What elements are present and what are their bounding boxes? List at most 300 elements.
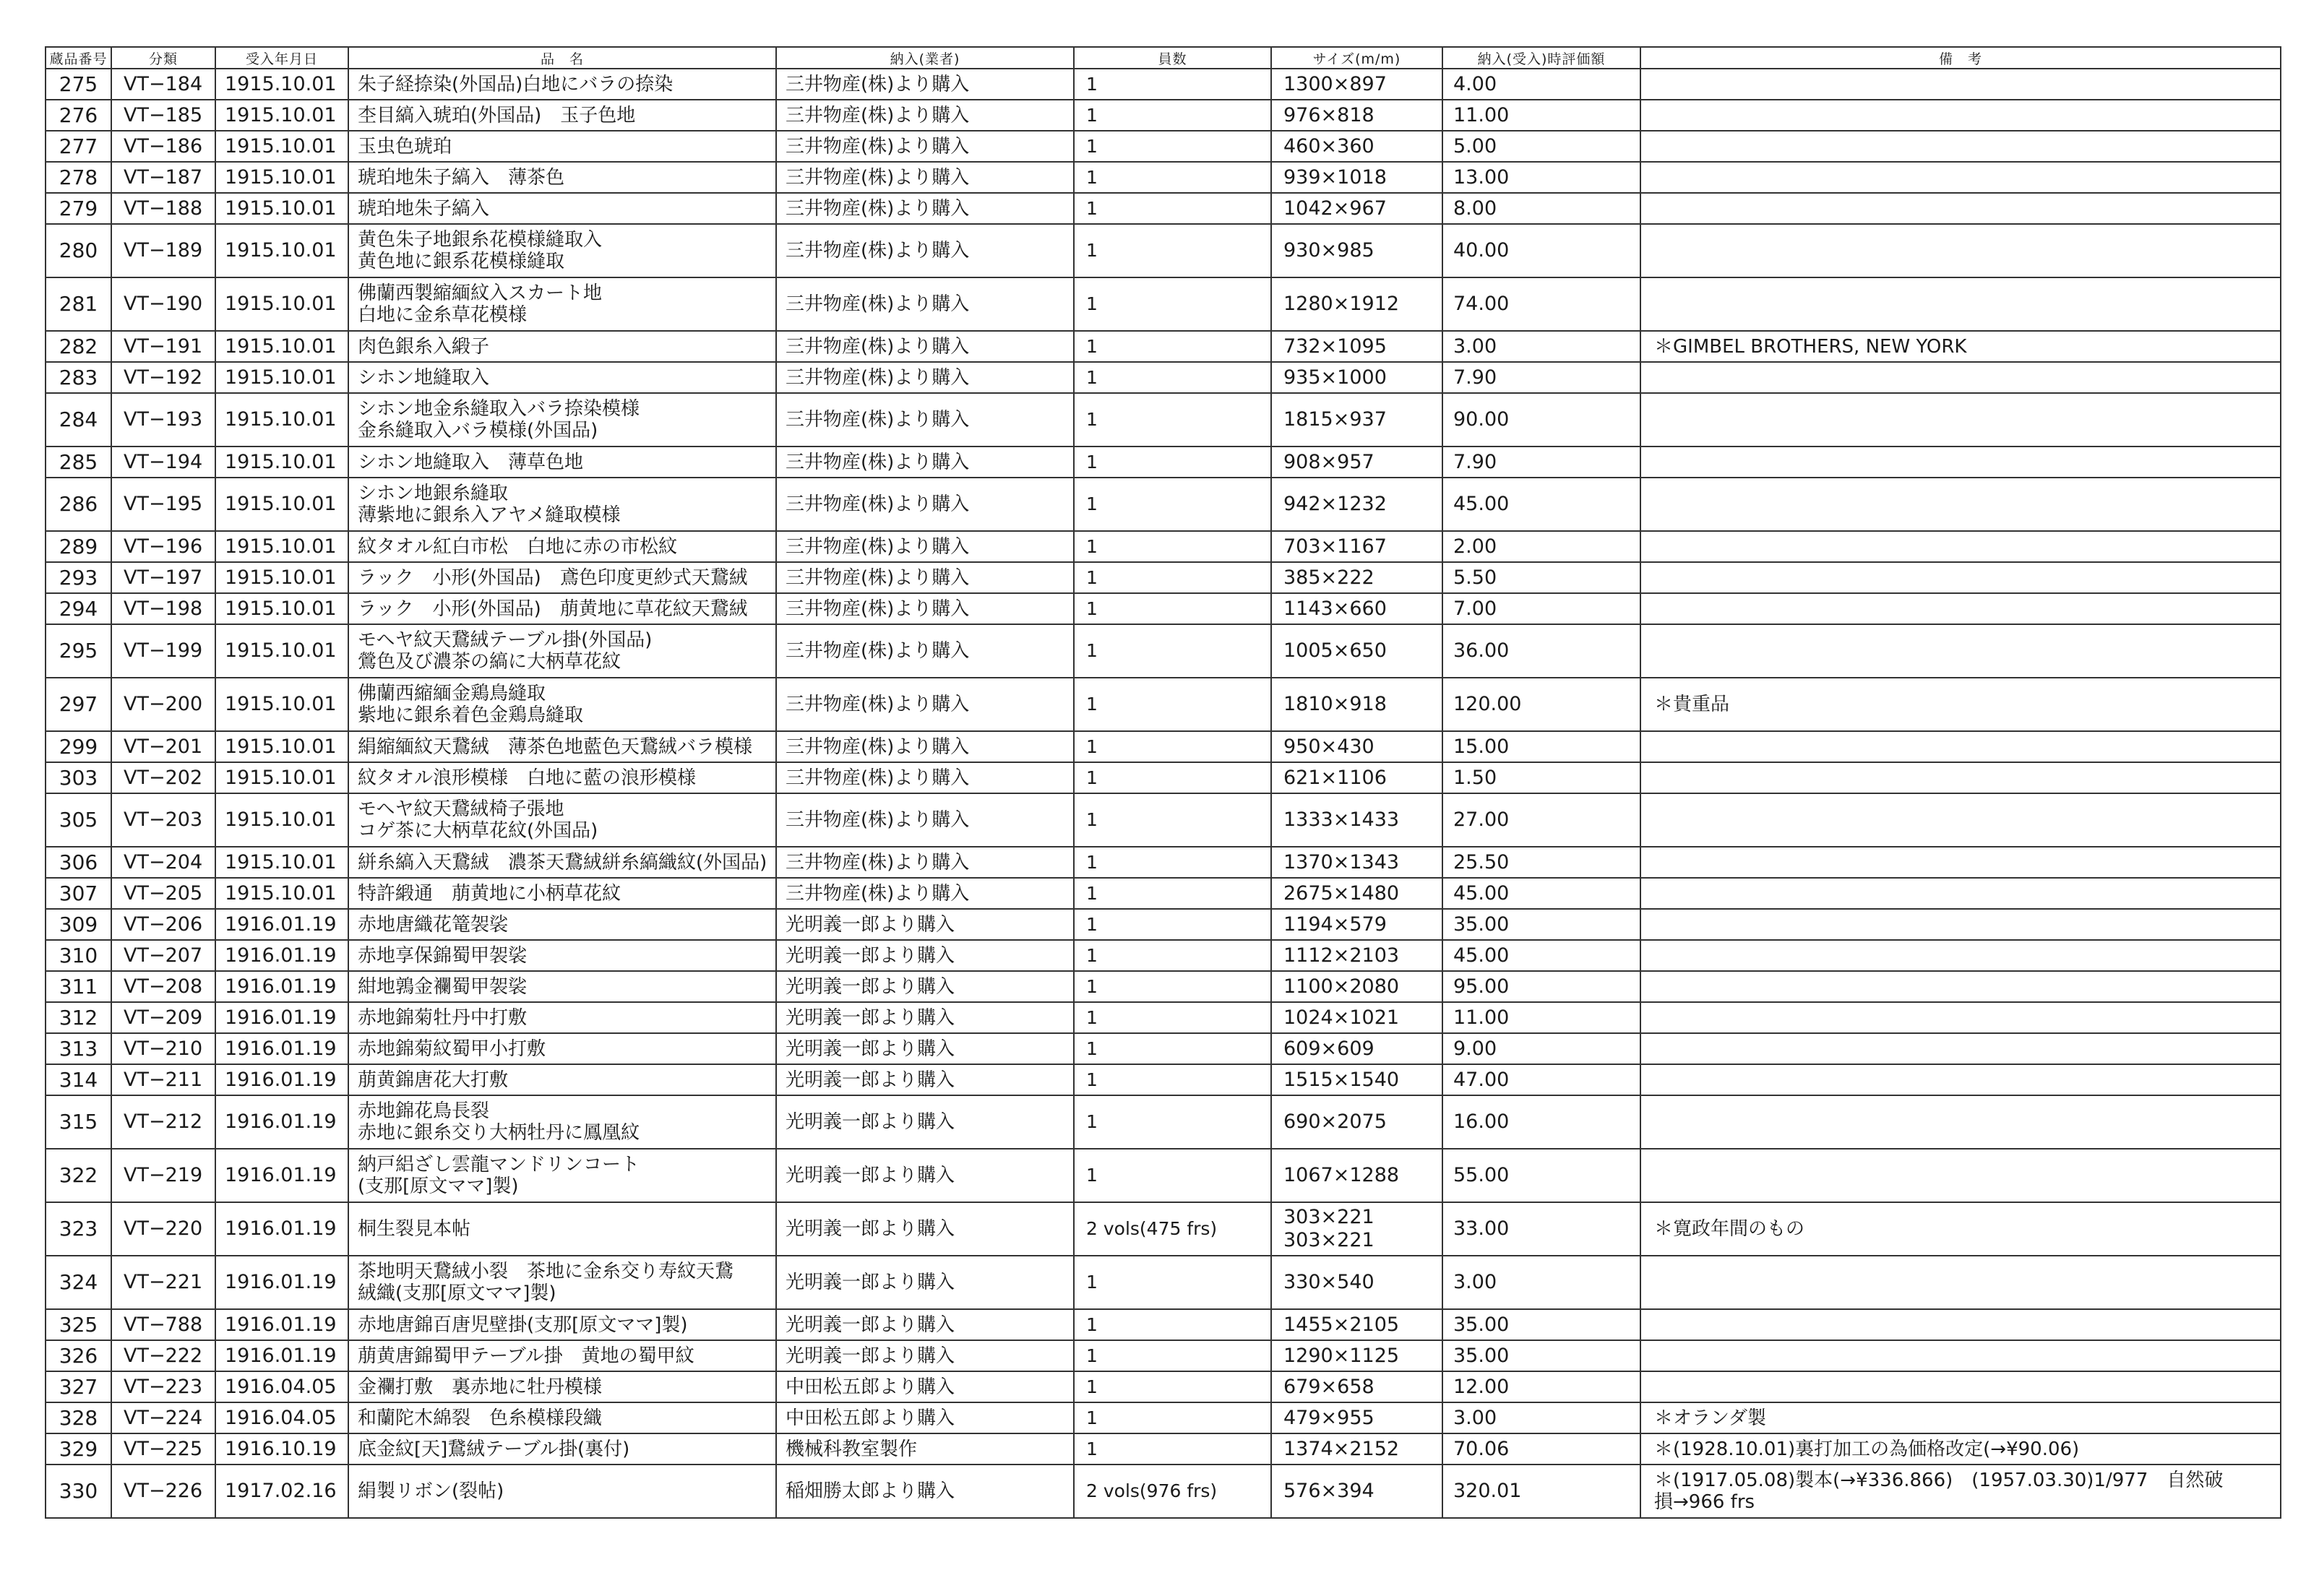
- table-row: [46, 331, 2281, 362]
- cell-item-no: 306: [46, 847, 111, 878]
- cell-size-line: 1194×579: [1283, 913, 1387, 936]
- cell-class: VT−222: [111, 1340, 215, 1371]
- cell-notes: [1640, 878, 2281, 909]
- cell-vendor: 中田松五郎より購入: [776, 1371, 1074, 1402]
- cell-item-name: [348, 909, 776, 940]
- cell-vendor: 機械科教室製作: [776, 1433, 1074, 1465]
- cell-class: VT−203: [111, 793, 215, 847]
- cell-item-no: 284: [46, 393, 111, 447]
- cell-value: 8.00: [1442, 193, 1640, 224]
- cell-size-line: 303×221: [1283, 1206, 1374, 1228]
- cell-size: [1271, 1095, 1442, 1149]
- cell-qty: 1: [1074, 69, 1271, 100]
- cell-class: VT−208: [111, 971, 215, 1002]
- cell-date: 1916.01.19: [215, 1340, 348, 1371]
- cell-qty: 1: [1074, 678, 1271, 731]
- cell-item-name: [348, 1033, 776, 1064]
- cell-date: 1915.10.01: [215, 678, 348, 731]
- cell-date: 1915.10.01: [215, 478, 348, 531]
- cell-item-name: [348, 1149, 776, 1202]
- cell-qty: 1: [1074, 531, 1271, 562]
- cell-qty: 1: [1074, 277, 1271, 331]
- cell-item-no: 327: [46, 1371, 111, 1402]
- cell-vendor: 三井物産(株)より購入: [776, 531, 1074, 562]
- cell-date: 1916.01.19: [215, 1149, 348, 1202]
- cell-vendor: 光明義一郎より購入: [776, 1002, 1074, 1033]
- cell-item-name: [348, 1002, 776, 1033]
- cell-item-name-line: 赤地享保錦蜀甲袈裟: [358, 944, 528, 967]
- cell-notes-line: ＊GIMBEL BROTHERS, NEW YORK: [1654, 335, 1967, 358]
- cell-date: 1915.10.01: [215, 562, 348, 593]
- cell-vendor: 光明義一郎より購入: [776, 1309, 1074, 1340]
- table-row: [46, 1402, 2281, 1433]
- cell-notes: [1640, 193, 2281, 224]
- cell-size: [1271, 878, 1442, 909]
- cell-date: 1916.01.19: [215, 971, 348, 1002]
- table-row: [46, 562, 2281, 593]
- cell-date: 1915.10.01: [215, 447, 348, 478]
- cell-item-name-line: ラック 小形(外国品) 鳶色印度更紗式天鵞絨: [358, 566, 748, 589]
- cell-value: 35.00: [1442, 1340, 1640, 1371]
- cell-notes: [1640, 678, 2281, 731]
- cell-date: 1915.10.01: [215, 878, 348, 909]
- table-row: [46, 1095, 2281, 1149]
- cell-size: [1271, 193, 1442, 224]
- cell-notes: [1640, 1433, 2281, 1465]
- cell-size-line: 385×222: [1283, 566, 1374, 589]
- cell-qty: 1: [1074, 762, 1271, 793]
- cell-value: 16.00: [1442, 1095, 1640, 1149]
- cell-item-name: [348, 100, 776, 131]
- table-row: [46, 1202, 2281, 1256]
- cell-class: VT−190: [111, 277, 215, 331]
- cell-value: 320.01: [1442, 1465, 1640, 1518]
- cell-qty: 1: [1074, 162, 1271, 193]
- cell-date: 1915.10.01: [215, 131, 348, 162]
- cell-date: 1915.10.01: [215, 69, 348, 100]
- cell-item-no: 324: [46, 1256, 111, 1309]
- cell-item-no: 315: [46, 1095, 111, 1149]
- col-header-size: サイズ(m/m): [1271, 47, 1442, 69]
- cell-item-name: [348, 193, 776, 224]
- table-row: [46, 478, 2281, 531]
- cell-value: 12.00: [1442, 1371, 1640, 1402]
- cell-value: 4.00: [1442, 69, 1640, 100]
- cell-date: 1915.10.01: [215, 624, 348, 678]
- cell-date: 1915.10.01: [215, 331, 348, 362]
- cell-class: VT−185: [111, 100, 215, 131]
- cell-size: [1271, 793, 1442, 847]
- cell-notes: [1640, 1064, 2281, 1095]
- cell-qty: 1: [1074, 1064, 1271, 1095]
- cell-notes: [1640, 1465, 2281, 1518]
- cell-notes: [1640, 362, 2281, 393]
- cell-item-name: [348, 1095, 776, 1149]
- cell-size-line: 1100×2080: [1283, 975, 1400, 998]
- table-row: [46, 1340, 2281, 1371]
- cell-value: 5.50: [1442, 562, 1640, 593]
- cell-size-line: 930×985: [1283, 239, 1374, 262]
- cell-notes-line: 損→966 frs: [1654, 1491, 1755, 1513]
- cell-vendor: 光明義一郎より購入: [776, 971, 1074, 1002]
- cell-class: VT−220: [111, 1202, 215, 1256]
- cell-item-name: [348, 131, 776, 162]
- cell-notes: [1640, 847, 2281, 878]
- cell-class: VT−204: [111, 847, 215, 878]
- cell-date: 1916.01.19: [215, 940, 348, 971]
- cell-item-name: [348, 593, 776, 624]
- cell-item-name: [348, 1202, 776, 1256]
- cell-date: 1916.01.19: [215, 1095, 348, 1149]
- cell-vendor: 三井物産(株)より購入: [776, 793, 1074, 847]
- cell-item-name-line: 赤地に銀糸交り大柄牡丹に鳳凰紋: [358, 1122, 640, 1144]
- cell-date: 1916.01.19: [215, 1033, 348, 1064]
- cell-value: 45.00: [1442, 478, 1640, 531]
- cell-notes: [1640, 478, 2281, 531]
- table-row: [46, 193, 2281, 224]
- cell-value: 2.00: [1442, 531, 1640, 562]
- cell-item-no: 303: [46, 762, 111, 793]
- cell-vendor: 光明義一郎より購入: [776, 1202, 1074, 1256]
- cell-size-line: 1300×897: [1283, 72, 1387, 95]
- collection-register-table: [45, 46, 2281, 1519]
- cell-qty: 1: [1074, 131, 1271, 162]
- cell-item-name-line: 金襴打敷 裏赤地に牡丹模様: [358, 1376, 603, 1398]
- cell-size-line: 330×540: [1283, 1271, 1374, 1293]
- cell-item-name-line: 杢目縞入琥珀(外国品) 玉子色地: [358, 104, 636, 126]
- cell-class: VT−212: [111, 1095, 215, 1149]
- cell-item-no: 313: [46, 1033, 111, 1064]
- cell-date: 1915.10.01: [215, 593, 348, 624]
- cell-class: VT−198: [111, 593, 215, 624]
- cell-notes: [1640, 624, 2281, 678]
- cell-size-line: 576×394: [1283, 1480, 1374, 1502]
- cell-value: 74.00: [1442, 277, 1640, 331]
- table-row: [46, 731, 2281, 762]
- cell-size-line: 621×1106: [1283, 766, 1387, 789]
- cell-class: VT−202: [111, 762, 215, 793]
- cell-value: 3.00: [1442, 1402, 1640, 1433]
- cell-item-name: [348, 1433, 776, 1465]
- cell-value: 7.00: [1442, 593, 1640, 624]
- cell-class: VT−788: [111, 1309, 215, 1340]
- col-header-qty: 員数: [1074, 47, 1271, 69]
- cell-notes: [1640, 393, 2281, 447]
- cell-size-line: 1280×1912: [1283, 293, 1400, 315]
- table-row: [46, 1309, 2281, 1340]
- cell-notes: [1640, 731, 2281, 762]
- cell-qty: 1: [1074, 940, 1271, 971]
- cell-value: 3.00: [1442, 331, 1640, 362]
- cell-item-no: 305: [46, 793, 111, 847]
- cell-value: 47.00: [1442, 1064, 1640, 1095]
- cell-item-no: 285: [46, 447, 111, 478]
- cell-qty: 1: [1074, 362, 1271, 393]
- cell-class: VT−219: [111, 1149, 215, 1202]
- cell-size: [1271, 624, 1442, 678]
- cell-item-name-line: 肉色銀糸入緞子: [358, 335, 490, 358]
- cell-qty: 1: [1074, 878, 1271, 909]
- cell-size: [1271, 131, 1442, 162]
- cell-class: VT−206: [111, 909, 215, 940]
- cell-notes: [1640, 531, 2281, 562]
- cell-item-no: 282: [46, 331, 111, 362]
- cell-vendor: 光明義一郎より購入: [776, 1033, 1074, 1064]
- cell-vendor: 光明義一郎より購入: [776, 940, 1074, 971]
- cell-size: [1271, 162, 1442, 193]
- cell-date: 1915.10.01: [215, 193, 348, 224]
- table-row: [46, 447, 2281, 478]
- cell-value: 35.00: [1442, 1309, 1640, 1340]
- cell-item-name: [348, 162, 776, 193]
- cell-size-line: 1067×1288: [1283, 1164, 1400, 1186]
- cell-value: 7.90: [1442, 362, 1640, 393]
- cell-size-line: 939×1018: [1283, 165, 1387, 189]
- cell-class: VT−200: [111, 678, 215, 731]
- cell-size-line: 1112×2103: [1283, 944, 1400, 967]
- table-row: [46, 69, 2281, 100]
- cell-date: 1915.10.01: [215, 362, 348, 393]
- cell-vendor: 光明義一郎より購入: [776, 1256, 1074, 1309]
- cell-notes-line: ＊貴重品: [1654, 694, 1730, 715]
- cell-size: [1271, 478, 1442, 531]
- cell-vendor: 三井物産(株)より購入: [776, 100, 1074, 131]
- cell-qty: 1: [1074, 224, 1271, 277]
- cell-size: [1271, 1033, 1442, 1064]
- cell-size-line: 935×1000: [1283, 366, 1387, 389]
- cell-item-name: [348, 762, 776, 793]
- cell-item-name-line: 絹製リボン(裂帖): [358, 1480, 504, 1502]
- col-header-no: 蔵品番号: [46, 47, 111, 69]
- table-row: [46, 1002, 2281, 1033]
- cell-qty: 1: [1074, 193, 1271, 224]
- col-header-date: 受入年月日: [215, 47, 348, 69]
- cell-item-name-line: ラック 小形(外国品) 萠黄地に草花紋天鵞絨: [358, 598, 748, 620]
- cell-date: 1916.04.05: [215, 1402, 348, 1433]
- cell-date: 1915.10.01: [215, 847, 348, 878]
- cell-value: 45.00: [1442, 878, 1640, 909]
- cell-item-no: 307: [46, 878, 111, 909]
- cell-class: VT−226: [111, 1465, 215, 1518]
- cell-item-name-line: シホン地縫取入: [358, 366, 490, 389]
- col-header-name: 品 名: [348, 47, 776, 69]
- cell-size-line: 1024×1021: [1283, 1006, 1400, 1029]
- cell-class: VT−187: [111, 162, 215, 193]
- cell-size-line: 1290×1125: [1283, 1344, 1400, 1367]
- cell-date: 1915.10.01: [215, 731, 348, 762]
- cell-vendor: 三井物産(株)より購入: [776, 331, 1074, 362]
- cell-item-no: 310: [46, 940, 111, 971]
- cell-class: VT−195: [111, 478, 215, 531]
- col-header-value: 納入(受入)時評価額: [1442, 47, 1640, 69]
- cell-item-no: 323: [46, 1202, 111, 1256]
- cell-item-no: 276: [46, 100, 111, 131]
- cell-size-line: 1143×660: [1283, 597, 1387, 620]
- cell-item-name: [348, 847, 776, 878]
- table-row: [46, 940, 2281, 971]
- cell-item-name-line: 萠黄錦唐花大打敷: [358, 1069, 509, 1091]
- cell-size: [1271, 940, 1442, 971]
- cell-item-name-line: 紋タオル紅白市松 白地に赤の市松紋: [358, 535, 678, 558]
- cell-item-name: [348, 1465, 776, 1518]
- cell-item-no: 295: [46, 624, 111, 678]
- cell-notes: [1640, 1149, 2281, 1202]
- cell-class: VT−221: [111, 1256, 215, 1309]
- cell-item-name-line: モヘヤ紋天鵞絨椅子張地: [358, 798, 564, 820]
- cell-item-name-line: シホン地縫取入 薄草色地: [358, 451, 584, 473]
- cell-item-name: [348, 331, 776, 362]
- cell-qty: 1: [1074, 331, 1271, 362]
- cell-item-name-line: 佛蘭西縮緬金鶏鳥縫取: [358, 683, 546, 704]
- cell-class: VT−192: [111, 362, 215, 393]
- cell-qty: 1: [1074, 593, 1271, 624]
- cell-item-name-line: 紋タオル浪形模様 白地に藍の浪形模様: [358, 767, 697, 789]
- cell-date: 1915.10.01: [215, 393, 348, 447]
- cell-item-name-line: 佛蘭西製縮緬紋入スカート地: [358, 282, 603, 304]
- cell-date: 1916.01.19: [215, 1309, 348, 1340]
- cell-notes: [1640, 224, 2281, 277]
- cell-item-no: 277: [46, 131, 111, 162]
- cell-size: [1271, 1002, 1442, 1033]
- table-row: [46, 762, 2281, 793]
- cell-vendor: 三井物産(株)より購入: [776, 277, 1074, 331]
- cell-notes: [1640, 131, 2281, 162]
- col-header-notes: 備 考: [1640, 47, 2281, 69]
- cell-size-line: 703×1167: [1283, 535, 1387, 558]
- cell-class: VT−194: [111, 447, 215, 478]
- cell-vendor: 光明義一郎より購入: [776, 1095, 1074, 1149]
- cell-size: [1271, 69, 1442, 100]
- cell-item-name-line: 玉虫色琥珀: [358, 135, 452, 158]
- cell-class: VT−205: [111, 878, 215, 909]
- cell-item-name-line: 赤地錦菊紋蜀甲小打敷: [358, 1038, 546, 1060]
- cell-item-no: 329: [46, 1433, 111, 1465]
- table-row: [46, 624, 2281, 678]
- cell-item-name-line: 琥珀地朱子縞入: [358, 197, 490, 220]
- cell-value: 45.00: [1442, 940, 1640, 971]
- cell-item-no: 328: [46, 1402, 111, 1433]
- cell-vendor: 三井物産(株)より購入: [776, 224, 1074, 277]
- cell-notes-line: ＊寛政年間のもの: [1654, 1218, 1805, 1240]
- cell-item-no: 283: [46, 362, 111, 393]
- table-row: [46, 1033, 2281, 1064]
- cell-size: [1271, 593, 1442, 624]
- cell-value: 36.00: [1442, 624, 1640, 678]
- cell-qty: 1: [1074, 847, 1271, 878]
- cell-vendor: 光明義一郎より購入: [776, 1340, 1074, 1371]
- table-row: [46, 878, 2281, 909]
- cell-value: 70.06: [1442, 1433, 1640, 1465]
- cell-qty: 1: [1074, 562, 1271, 593]
- cell-size: [1271, 362, 1442, 393]
- cell-item-name: [348, 1064, 776, 1095]
- cell-notes: [1640, 1033, 2281, 1064]
- cell-item-name-line: 白地に金糸草花模様: [358, 304, 528, 326]
- cell-size-line: 950×430: [1283, 735, 1374, 758]
- cell-value: 5.00: [1442, 131, 1640, 162]
- cell-item-name-line: (支那[原文ママ]製): [358, 1176, 519, 1197]
- cell-item-name-line: 茶地明天鵞絨小裂 茶地に金糸交り寿紋天鵞: [358, 1261, 734, 1282]
- cell-class: VT−207: [111, 940, 215, 971]
- cell-item-name-line: 桐生裂見本帖: [358, 1218, 471, 1240]
- cell-notes: [1640, 793, 2281, 847]
- cell-size: [1271, 971, 1442, 1002]
- cell-vendor: 光明義一郎より購入: [776, 1149, 1074, 1202]
- cell-class: VT−191: [111, 331, 215, 362]
- table-row: [46, 277, 2281, 331]
- cell-item-name: [348, 362, 776, 393]
- cell-vendor: 三井物産(株)より購入: [776, 562, 1074, 593]
- cell-notes: [1640, 940, 2281, 971]
- cell-class: VT−186: [111, 131, 215, 162]
- cell-item-name: [348, 940, 776, 971]
- cell-size-line: 303×221: [1283, 1229, 1374, 1251]
- table-row: [46, 362, 2281, 393]
- cell-qty: 1: [1074, 100, 1271, 131]
- cell-class: VT−224: [111, 1402, 215, 1433]
- cell-notes: [1640, 69, 2281, 100]
- cell-date: 1915.10.01: [215, 793, 348, 847]
- cell-item-name-line: 紺地鶉金襴蜀甲袈裟: [358, 975, 528, 998]
- cell-size-line: 1810×918: [1283, 693, 1387, 715]
- cell-qty: 1: [1074, 1371, 1271, 1402]
- cell-item-name-line: 絹縮緬紋天鵞絨 薄茶色地藍色天鵞絨バラ模様: [358, 736, 753, 758]
- cell-notes: [1640, 1095, 2281, 1149]
- cell-item-no: 314: [46, 1064, 111, 1095]
- cell-vendor: 三井物産(株)より購入: [776, 69, 1074, 100]
- cell-item-name-line: シホン地銀糸縫取: [358, 483, 509, 504]
- cell-vendor: 中田松五郎より購入: [776, 1402, 1074, 1433]
- cell-vendor: 三井物産(株)より購入: [776, 624, 1074, 678]
- cell-vendor: 三井物産(株)より購入: [776, 131, 1074, 162]
- cell-size: [1271, 1371, 1442, 1402]
- cell-item-no: 286: [46, 478, 111, 531]
- cell-size-line: 1374×2152: [1283, 1437, 1400, 1460]
- cell-item-name: [348, 562, 776, 593]
- cell-size: [1271, 447, 1442, 478]
- cell-date: 1916.04.05: [215, 1371, 348, 1402]
- cell-class: VT−211: [111, 1064, 215, 1095]
- cell-size: [1271, 1202, 1442, 1256]
- cell-value: 11.00: [1442, 1002, 1640, 1033]
- table-row: [46, 1149, 2281, 1202]
- cell-item-name: [348, 277, 776, 331]
- cell-item-name: [348, 971, 776, 1002]
- cell-notes: [1640, 762, 2281, 793]
- cell-item-name-line: 絨織(支那[原文ママ]製): [358, 1282, 556, 1304]
- cell-size-line: 908×957: [1283, 450, 1374, 473]
- cell-date: 1915.10.01: [215, 531, 348, 562]
- cell-notes: [1640, 909, 2281, 940]
- cell-item-name: [348, 531, 776, 562]
- cell-date: 1916.01.19: [215, 909, 348, 940]
- cell-item-no: 289: [46, 531, 111, 562]
- cell-value: 33.00: [1442, 1202, 1640, 1256]
- cell-size: [1271, 224, 1442, 277]
- cell-notes: [1640, 447, 2281, 478]
- table-row: [46, 1064, 2281, 1095]
- cell-item-name-line: 黄色地に銀系花模様縫取: [358, 251, 565, 272]
- cell-item-no: 278: [46, 162, 111, 193]
- cell-class: VT−210: [111, 1033, 215, 1064]
- cell-item-name-line: 赤地錦花鳥長裂: [358, 1100, 490, 1122]
- cell-size-line: 1455×2105: [1283, 1313, 1400, 1336]
- cell-value: 1.50: [1442, 762, 1640, 793]
- cell-vendor: 三井物産(株)より購入: [776, 678, 1074, 731]
- cell-vendor: 三井物産(株)より購入: [776, 162, 1074, 193]
- table-row: [46, 1256, 2281, 1309]
- cell-notes: [1640, 562, 2281, 593]
